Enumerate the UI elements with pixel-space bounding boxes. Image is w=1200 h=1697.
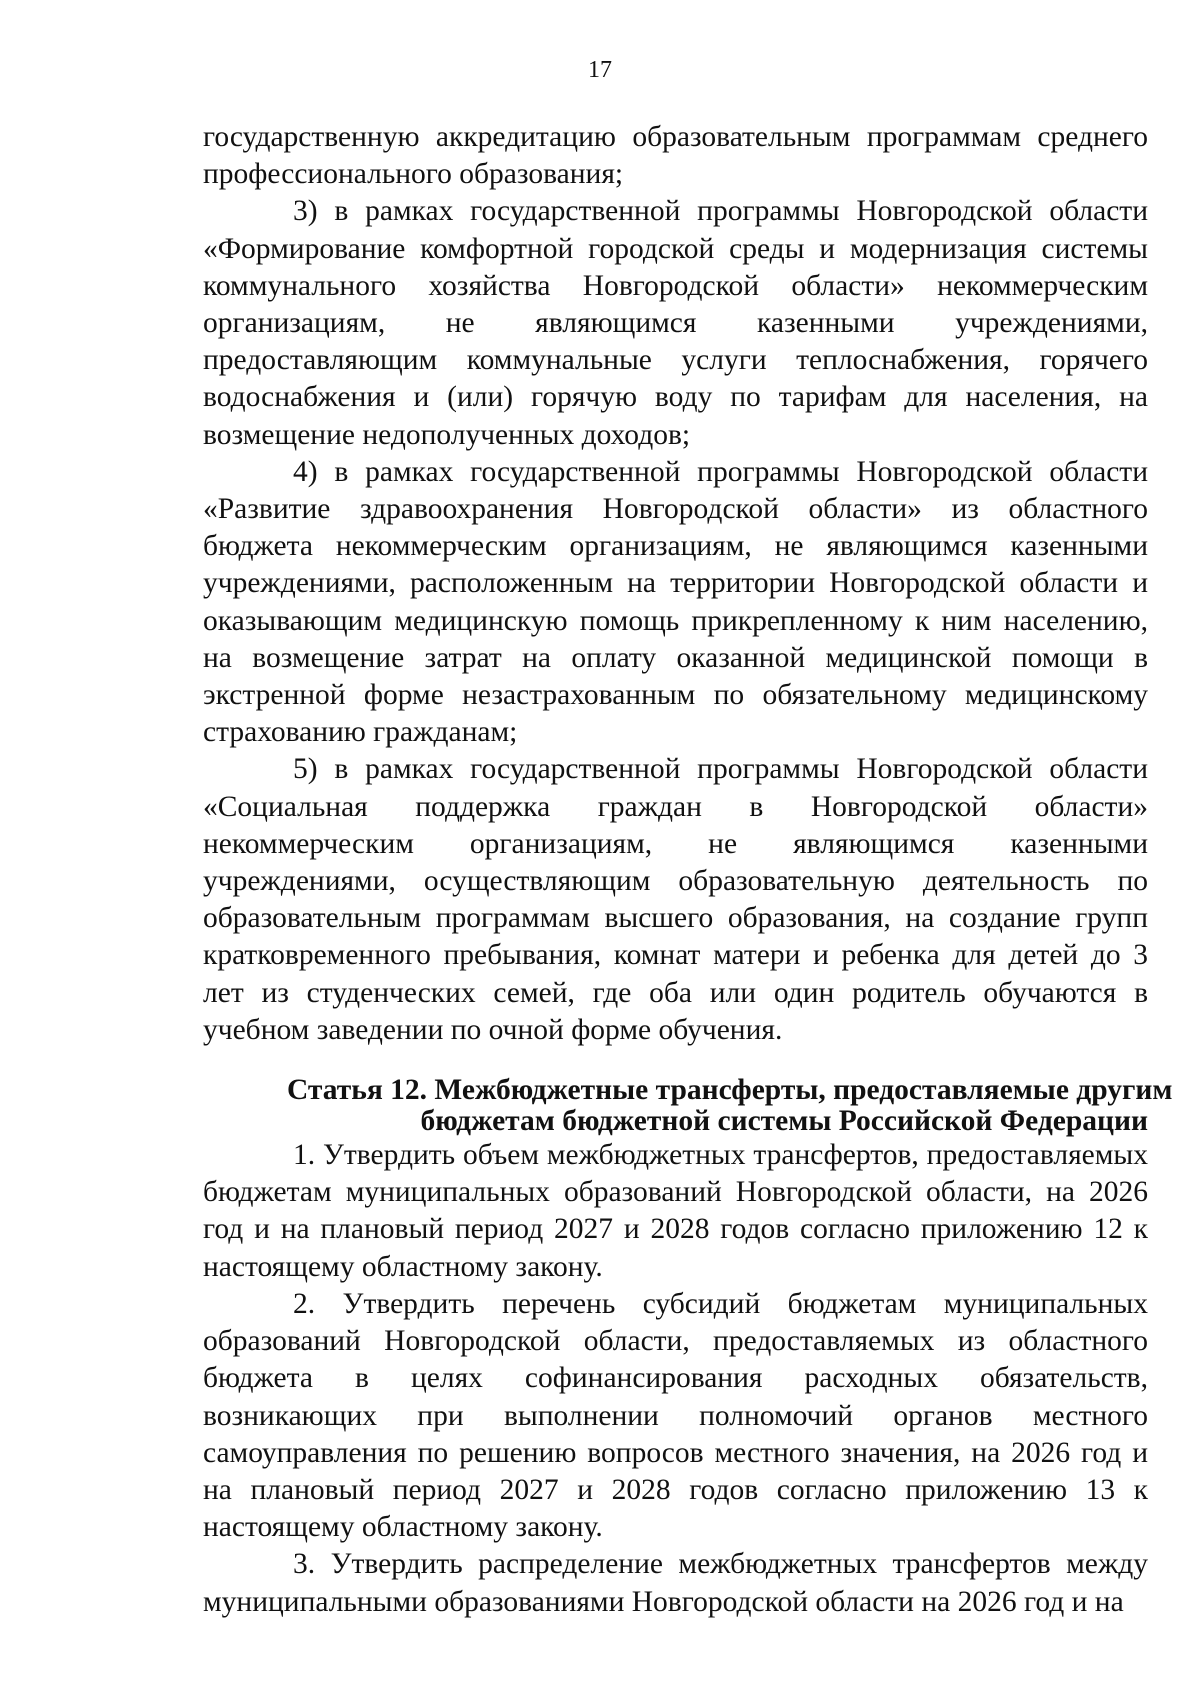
paragraph-item-5: 5) в рамках государственной программы Новгородской области «Социальная поддержка граждан в Новгородской области» некоммерческим организациям, не являющимся казенными учреждениями, осуществляющим образовательную деятельность по образовательным программам высшего образования, на создание групп кратковременного пребывания, комнат матери и ребенка для детей до 3 лет из студенческих семей, где оба или один родитель обучаются в учебном заведении по очной форме обучения. (203, 753, 1148, 1046)
article-12-heading-line-1: Статья 12. Межбюджетные трансферты, предоставляемые другим (287, 1074, 1173, 1107)
article-12-item-1: 1. Утвердить объем межбюджетных трансфертов, предоставляемых бюджетам муниципальных образований Новгородской области, на 2026 год и на плановый период 2027 и 2028 годов согласно приложению 12 к настоящему областному закону. (203, 1139, 1148, 1283)
document-body (203, 119, 1173, 1621)
article-12-heading-line-2: бюджетам бюджетной системы Российской Федерации (420, 1105, 1148, 1138)
page-number: 17 (588, 57, 612, 83)
article-12-item-3: 3. Утвердить распределение межбюджетных трансфертов между муниципальными образованиями Новгородской области на 2026 год и на (203, 1548, 1148, 1618)
paragraph-continuation: государственную аккредитацию образовательным программам среднего профессионального образования; (203, 121, 1148, 191)
article-12-item-2: 2. Утвердить перечень субсидий бюджетам муниципальных образований Новгородской области, предоставляемых из областного бюджета в целях софинансирования расходных обязательств, возникающих при выполнении полномочий органов местного самоуправления по решению вопросов местного значения, на 2026 год и на плановый период 2027 и 2028 годов согласно приложению 13 к настоящему областному закону. (203, 1287, 1148, 1544)
paragraph-item-4: 4) в рамках государственной программы Новгородской области «Развитие здравоохранения Новгородской области» из областного бюджета некоммерческим организациям, не являющимся казенными учреждениями, расположенным на территории Новгородской области и оказывающим медицинскую помощь прикрепленному к ним населению, на возмещение затрат на оплату оказанной медицинской помощи в экстренной форме незастрахованным по обязательному медицинскому страхованию гражданам; (203, 455, 1148, 749)
article-12-heading (203, 1074, 1173, 1138)
paragraph-item-3: 3) в рамках государственной программы Новгородской области «Формирование комфортной городской среды и модернизация системы коммунального хозяйства Новгородской области» некоммерческим организациям, не являющимся казенными учреждениями, предоставляющим коммунальные услуги теплоснабжения, горячего водоснабжения и (или) горячую воду по тарифам для населения, на возмещение недополученных доходов; (203, 195, 1148, 451)
